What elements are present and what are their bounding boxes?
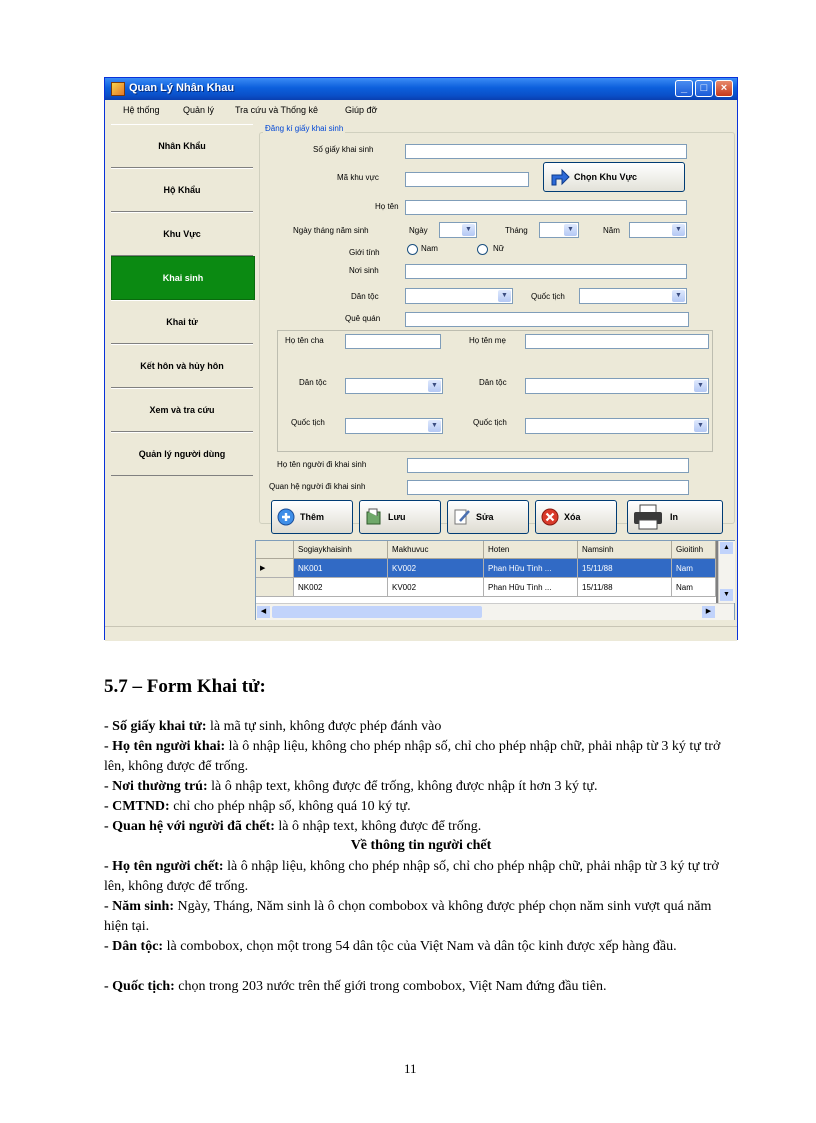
gioi-tinh-label: Giới tính (349, 248, 380, 257)
app-window (104, 77, 738, 640)
so-giay-label: Số giấy khai sinh (313, 145, 374, 154)
dan-toc-select[interactable] (405, 288, 513, 304)
dan-toc-me-select[interactable] (525, 378, 709, 394)
paragraph-ho-ten-nguoi-chet: - Họ tên người chết: là ô nhập liệu, không cho phép nhập số, chỉ cho phép nhập chữ, phải nhập từ 3 ký tự trở lên, không được để trống. (104, 859, 719, 894)
chon-khu-vuc-button[interactable] (543, 162, 685, 192)
in-label: In (670, 512, 678, 522)
nu-radio-label: Nữ (493, 244, 505, 253)
row-header (256, 578, 294, 597)
paragraph-quan-he: - Quan hệ với người đã chết: là ô nhập text, không được để trống. (104, 819, 482, 834)
quoc-tich-me-label: Quốc tịch (473, 418, 507, 427)
window-title: Quan Lý Nhân Khau (129, 82, 235, 94)
sidebar-item-ho-khau[interactable]: Hộ Khẩu (111, 168, 253, 212)
app-icon (111, 82, 125, 96)
menu-giup-do[interactable]: Giúp đỡ (345, 105, 378, 115)
dan-toc-cha-label: Dân tộc (299, 378, 327, 387)
table-cell[interactable]: Phan Hữu Tình ... (484, 578, 578, 597)
ho-ten-cha-input[interactable] (345, 334, 441, 349)
quoc-tich-select[interactable] (579, 288, 687, 304)
sidebar-item-khu-vuc[interactable]: Khu Vực (111, 212, 253, 256)
table-cell[interactable]: Nam (672, 559, 716, 578)
col-sogiaykhaisinh[interactable]: Sogiaykhaisinh (294, 541, 388, 559)
row-pointer: ▶ (256, 559, 294, 578)
nam-radio[interactable] (407, 244, 418, 255)
maximize-button[interactable]: □ (695, 80, 713, 97)
ngay-thang-nam-sinh-label: Ngày tháng năm sinh (293, 226, 369, 235)
scroll-left-icon[interactable]: ◀ (257, 606, 270, 618)
printer-icon (633, 504, 663, 530)
quoc-tich-cha-label: Quốc tịch (291, 418, 325, 427)
ho-ten-input[interactable] (405, 200, 687, 215)
chon-khu-vuc-label: Chọn Khu Vực (574, 172, 638, 182)
table-cell[interactable]: NK001 (294, 559, 388, 578)
sidebar-item-ket-hon[interactable]: Kết hôn và hủy hôn (111, 344, 253, 388)
table-cell[interactable]: NK002 (294, 578, 388, 597)
que-quan-input[interactable] (405, 312, 689, 327)
ma-khu-vuc-label: Mã khu vực (337, 173, 379, 182)
xoa-button[interactable] (535, 500, 617, 534)
title-bar[interactable] (105, 78, 737, 100)
col-namsinh[interactable]: Namsinh (578, 541, 672, 559)
chevron-down-icon: ▼ (428, 420, 441, 432)
chevron-down-icon: ▼ (498, 290, 511, 302)
ngay-label: Ngày (409, 226, 428, 235)
table-cell[interactable]: KV002 (388, 578, 484, 597)
status-strip (105, 626, 737, 641)
paragraph-so-giay-khai-tu: - Số giấy khai tử: là mã tự sinh, không được phép đánh vào (104, 719, 442, 734)
quoc-tich-me-select[interactable] (525, 418, 709, 434)
chevron-down-icon: ▼ (428, 380, 441, 392)
sidebar-item-quan-ly-nguoi-dung[interactable]: Quản lý người dùng (111, 432, 253, 476)
col-hoten[interactable]: Hoten (484, 541, 578, 559)
sidebar-item-khai-tu[interactable]: Khai tử (111, 300, 253, 344)
nu-radio[interactable] (477, 244, 488, 255)
scroll-right-icon[interactable]: ▶ (702, 606, 715, 618)
table-cell[interactable]: 15/11/88 (578, 559, 672, 578)
table-cell[interactable]: Nam (672, 578, 716, 597)
paragraph-nam-sinh: - Năm sinh: Ngày, Tháng, Năm sinh là ô chọn combobox và không được phép chọn năm sinh vượt quá năm hiện tại. (104, 899, 712, 934)
paragraph-dan-toc: - Dân tộc: là combobox, chọn một trong 54 dân tộc của Việt Nam và dân tộc kinh được xếp hàng đầu. (104, 939, 677, 954)
scroll-thumb[interactable] (272, 606, 482, 618)
group-title: Đăng kí giấy khai sinh (265, 124, 344, 133)
nam-select[interactable] (629, 222, 687, 238)
col-makhuvuc[interactable]: Makhuvuc (388, 541, 484, 559)
arrow-right-icon (549, 167, 571, 187)
paragraph-quoc-tich: - Quốc tịch: chọn trong 203 nước trên thế giới trong combobox, Việt Nam đứng đầu tiên. (104, 979, 607, 994)
save-icon (365, 508, 383, 526)
chevron-down-icon: ▼ (672, 290, 685, 302)
sua-label: Sửa (476, 512, 494, 522)
chevron-down-icon: ▼ (694, 380, 707, 392)
delete-icon (541, 508, 559, 526)
chevron-down-icon: ▼ (564, 224, 577, 236)
quan-he-input[interactable] (407, 480, 689, 495)
paragraph-cmtnd: - CMTND: chỉ cho phép nhập số, không quá 10 ký tự. (104, 799, 411, 814)
table-row[interactable] (256, 578, 726, 597)
sidebar-item-nhan-khau[interactable]: Nhân Khẩu (111, 124, 253, 168)
sua-button[interactable] (447, 500, 529, 534)
thang-select[interactable] (539, 222, 579, 238)
page-number: 11 (404, 1061, 417, 1076)
xoa-label: Xóa (564, 512, 581, 522)
paragraph-ho-ten-nguoi-khai: - Họ tên người khai: là ô nhập liệu, không cho phép nhập số, chỉ cho phép nhập chữ, phải nhập từ 3 ký tự trở lên, không được để trống. (104, 739, 721, 774)
table-cell[interactable]: Phan Hữu Tình ... (484, 559, 578, 578)
ngay-select[interactable] (439, 222, 477, 238)
minimize-button[interactable]: _ (675, 80, 693, 97)
them-button[interactable] (271, 500, 353, 534)
horizontal-scrollbar[interactable] (256, 603, 734, 620)
chevron-down-icon: ▼ (672, 224, 685, 236)
quan-he-label: Quan hệ người đi khai sinh (269, 482, 366, 491)
chevron-down-icon: ▼ (694, 420, 707, 432)
scroll-down-icon[interactable]: ▼ (720, 589, 733, 601)
ho-ten-me-label: Họ tên mẹ (469, 336, 506, 345)
noi-sinh-label: Nơi sinh (349, 266, 379, 275)
add-icon (277, 508, 295, 526)
ho-ten-cha-label: Họ tên cha (285, 336, 324, 345)
dan-toc-label: Dân tộc (351, 292, 379, 301)
sidebar (105, 120, 253, 640)
dan-toc-cha-select[interactable] (345, 378, 443, 394)
quoc-tich-cha-select[interactable] (345, 418, 443, 434)
records-grid[interactable] (255, 540, 735, 620)
vertical-scrollbar[interactable] (718, 541, 735, 603)
ho-ten-me-input[interactable] (525, 334, 709, 349)
them-label: Thêm (300, 512, 325, 522)
in-button[interactable] (627, 500, 723, 534)
que-quan-label: Quê quán (345, 314, 381, 323)
luu-label: Lưu (388, 512, 406, 522)
edit-icon (453, 508, 471, 526)
quoc-tich-label: Quốc tịch (531, 292, 565, 301)
nam-radio-label: Nam (421, 244, 438, 253)
nguoi-di-khai-input[interactable] (407, 458, 689, 473)
close-button[interactable]: × (715, 80, 733, 97)
thang-label: Tháng (505, 226, 528, 235)
noi-sinh-input[interactable] (405, 264, 687, 279)
subheading: Về thông tin người chết (350, 838, 492, 853)
sidebar-item-khai-sinh[interactable]: Khai sinh (111, 256, 255, 300)
table-cell[interactable]: 15/11/88 (578, 578, 672, 597)
table-row[interactable] (256, 559, 726, 578)
menu-he-thong[interactable]: Hệ thống (123, 105, 160, 115)
ma-khu-vuc-input[interactable] (405, 172, 529, 187)
so-giay-input[interactable] (405, 144, 687, 159)
ho-ten-label: Họ tên (375, 202, 399, 211)
table-cell[interactable]: KV002 (388, 559, 484, 578)
scroll-up-icon[interactable]: ▲ (720, 542, 733, 554)
sidebar-item-xem-tra-cuu[interactable]: Xem và tra cứu (111, 388, 253, 432)
section-heading: 5.7 – Form Khai tử: (104, 676, 266, 697)
menu-bar (105, 100, 737, 120)
chevron-down-icon: ▼ (462, 224, 475, 236)
luu-button[interactable] (359, 500, 441, 534)
col-gioitinh[interactable]: Gioitinh (672, 541, 716, 559)
row-header-corner (256, 541, 294, 559)
dan-toc-me-label: Dân tộc (479, 378, 507, 387)
menu-quan-ly[interactable]: Quản lý (183, 105, 215, 115)
nguoi-di-khai-label: Họ tên người đi khai sinh (277, 460, 367, 469)
menu-tra-cuu-thong-ke[interactable]: Tra cứu và Thống kê (235, 105, 319, 115)
paragraph-noi-thuong-tru: - Nơi thường trú: là ô nhập text, không được để trống, không được nhập ít hơn 3 ký tự. (104, 779, 598, 794)
nam-label: Năm (603, 226, 620, 235)
